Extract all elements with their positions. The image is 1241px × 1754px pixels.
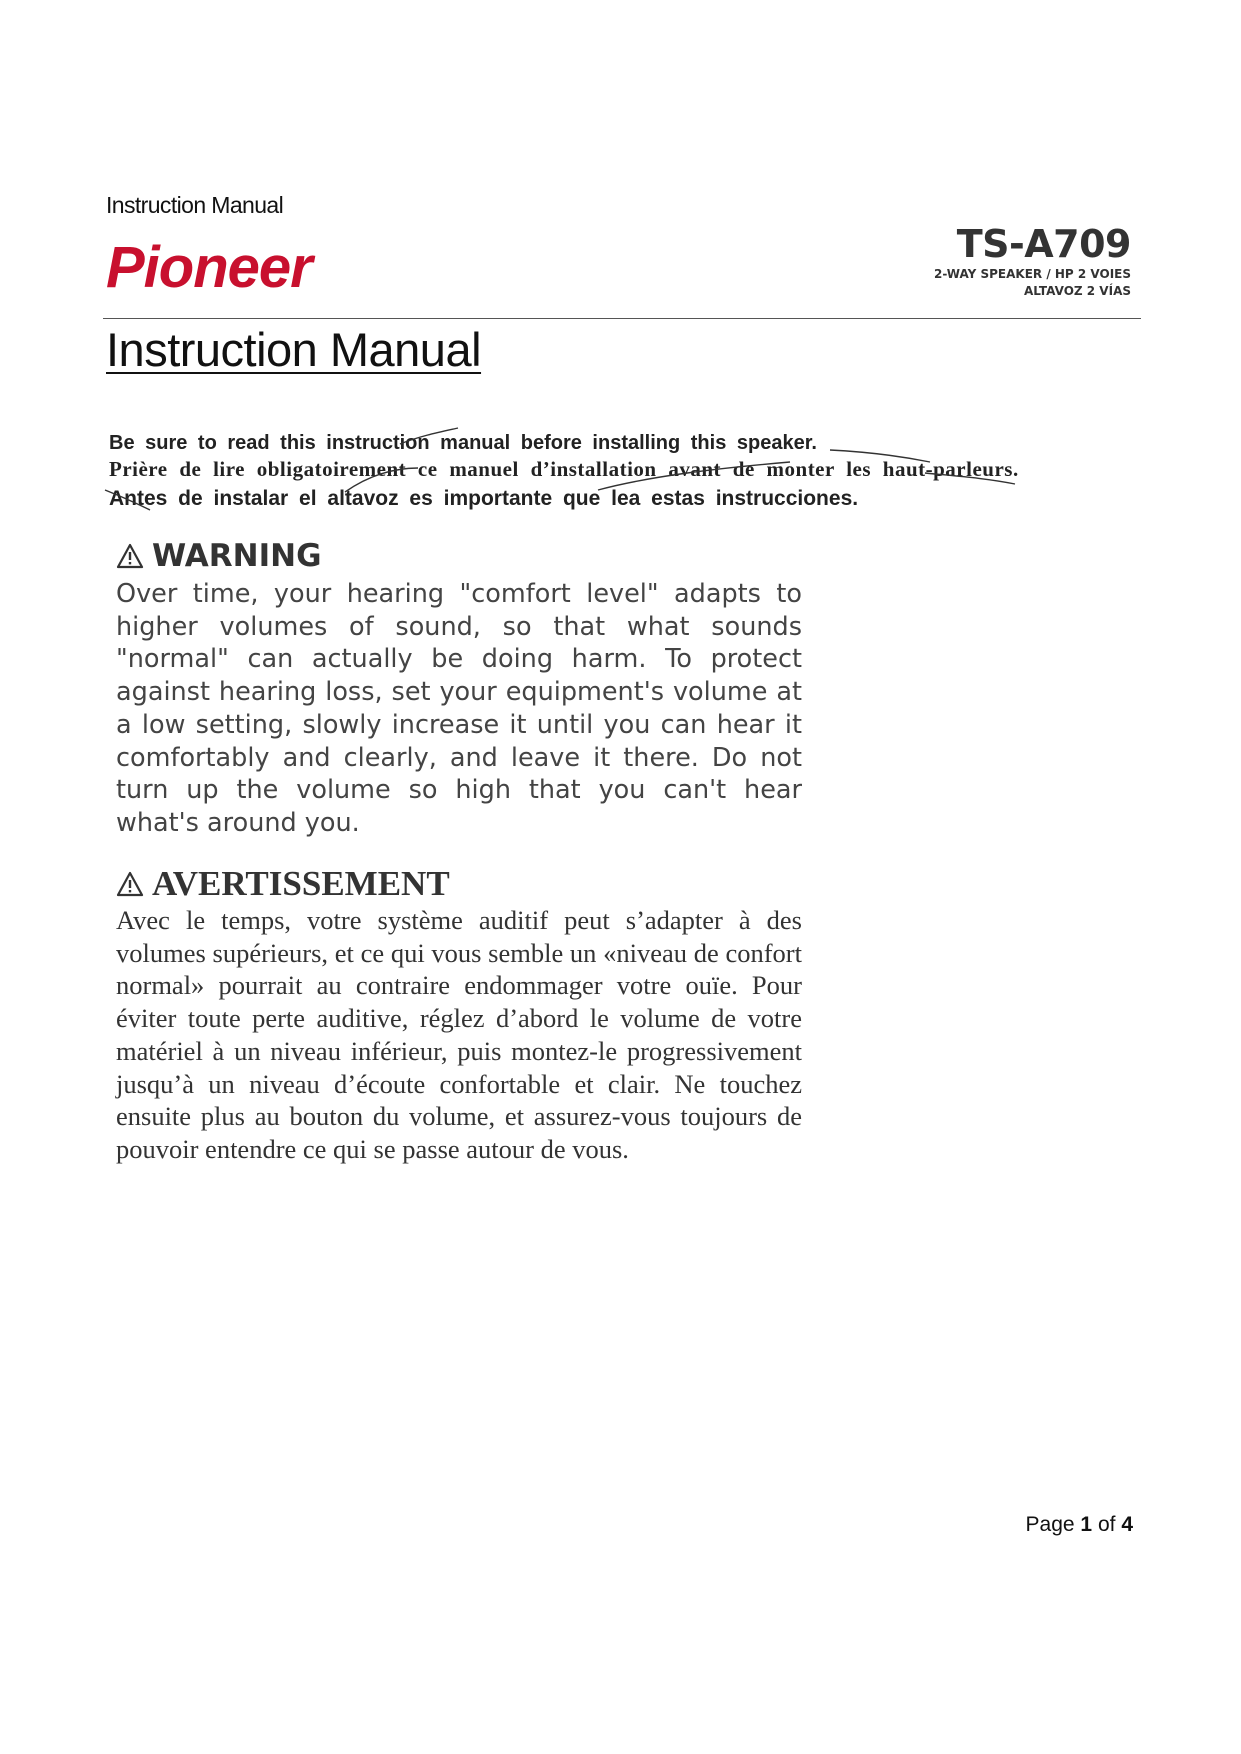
page-number [1026, 1513, 1133, 1537]
warning-triangle-icon [116, 871, 144, 897]
running-header: Instruction Manual [106, 192, 284, 218]
model-block [934, 222, 1131, 300]
model-subtitle-line1: 2-WAY SPEAKER / HP 2 VOIES [933, 267, 1131, 281]
warning-heading-text: WARNING [152, 538, 322, 574]
notice-french: Prière de lire obligatoirement ce manuel d’installation avant de monter les haut-parleurs. [109, 457, 1019, 481]
page-separator: of [1097, 1513, 1116, 1536]
warning-heading-text: AVERTISSEMENT [152, 864, 450, 903]
pioneer-logo [106, 235, 426, 300]
model-subtitle-line2: ALTAVOZ 2 VÍAS [1023, 284, 1131, 298]
warning-body-french: Avec le temps, votre système auditif peut s’adapter à des volumes supérieurs, et ce qui vous semble un «niveau de confort normal» pourrait au contraire endommager votre ouïe. Pour éviter toute perte auditive, réglez d’abord le volume de votre matériel à un niveau inférieur, puis montez-le progressivement jusqu’à un niveau d’écoute confortable et clair. Ne touchez ensuite plus au bouton du volume, et assurez-vous toujours de pouvoir entendre ce qui se passe autour de vous. [116, 905, 802, 1164]
notice-english: Be sure to read this instruction manual before installing this speaker. [109, 432, 817, 454]
page-title: Instruction Manual [106, 323, 482, 376]
warning-heading-english [116, 538, 322, 574]
current-page: 1 [1080, 1513, 1093, 1536]
warning-body-english: Over time, your hearing "comfort level" adapts to higher volumes of sound, so that what sounds "normal" can actually be doing harm. To protect against hearing loss, set your equipment's volume at a low setting, slowly increase it until you can hear it comfortably and clearly, and leave it there. Do not turn up the volume so high that you can't hear what's around you. [116, 579, 802, 838]
header-divider [103, 318, 1141, 319]
warning-heading-french [116, 864, 450, 904]
notice-spanish: Antes de instalar el altavoz es importante que lea estas instrucciones. [109, 487, 859, 510]
warning-triangle-icon [116, 543, 144, 569]
total-pages: 4 [1121, 1513, 1133, 1536]
page-prefix: Page [1025, 1513, 1075, 1536]
logo-text: Pioneer [106, 235, 312, 300]
model-number: TS-A709 [956, 222, 1131, 266]
